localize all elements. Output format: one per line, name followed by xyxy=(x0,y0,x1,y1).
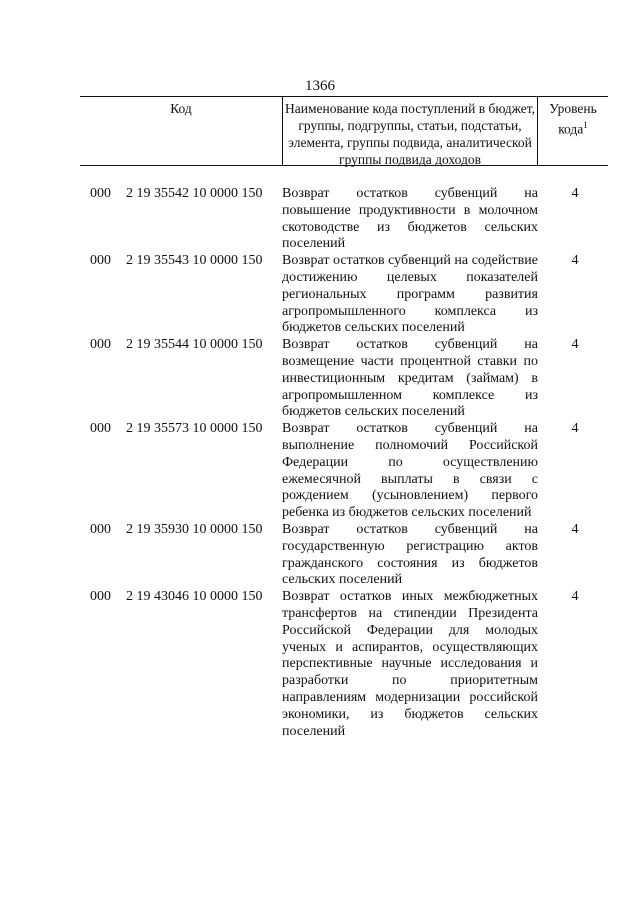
header-name: Наименование кода поступлений в бюджет, группы, подгруппы, статьи, подстатьи, элемента, группы подвида, аналитической группы подвида доходов xyxy=(282,97,538,165)
header-level-label: Уровень кода xyxy=(549,101,597,137)
header-code: Код xyxy=(170,101,192,116)
level-cell: 4 xyxy=(571,521,579,537)
table-header xyxy=(80,96,608,166)
code-cell xyxy=(90,421,280,438)
income-code: 2 19 43046 10 0000 150 xyxy=(126,589,263,605)
level-cell: 4 xyxy=(571,186,579,201)
income-code: 2 19 35542 10 0000 150 xyxy=(126,186,263,201)
header-level-footnote: 1 xyxy=(583,120,588,130)
code-cell xyxy=(90,522,280,539)
table-row xyxy=(80,589,608,740)
admin-code: 000 xyxy=(90,337,111,353)
name-cell: Возврат остатков иных межбюджетных трансфертов на стипендии Президента Российской Федерации для молодых ученых и аспирантов, осуществляющих перспективные научные исследования и разработки по приоритетным направлениям модернизации российской экономики, из бюджетов сельских поселений xyxy=(282,589,538,739)
code-cell xyxy=(90,253,280,270)
name-cell: Возврат остатков субвенций на государственную регистрацию актов гражданского состояния из бюджетов сельских поселений xyxy=(282,521,538,588)
table-row xyxy=(80,522,608,589)
level-cell: 4 xyxy=(571,421,579,437)
name-cell: Возврат остатков субвенций на выполнение полномочий Российской Федерации по осуществлению ежемесячной выплаты в связи с рождением (усыновлением) первого ребенка из бюджетов сельских поселений xyxy=(282,421,538,521)
admin-code: 000 xyxy=(90,253,111,269)
name-cell: Возврат остатков субвенций на содействие достижению целевых показателей региональных программ развития агропромышленного комплекса из бюджетов сельских поселений xyxy=(282,253,538,336)
code-cell xyxy=(90,186,280,203)
level-cell: 4 xyxy=(571,589,579,605)
admin-code: 000 xyxy=(90,589,111,605)
admin-code: 000 xyxy=(90,186,111,201)
admin-code: 000 xyxy=(90,421,111,437)
level-cell: 4 xyxy=(571,337,579,353)
name-cell: Возврат остатков субвенций на возмещение части процентной ставки по инвестиционным кредитам (займам) в агропромышленном комплексе из бюджетов сельских поселений xyxy=(282,337,538,420)
header-level xyxy=(538,97,608,165)
page-number: 1366 xyxy=(305,78,335,94)
code-cell xyxy=(90,337,280,354)
table-body xyxy=(80,186,608,740)
income-code: 2 19 35573 10 0000 150 xyxy=(126,421,263,437)
table-row xyxy=(80,337,608,421)
code-cell xyxy=(90,589,280,606)
income-code: 2 19 35543 10 0000 150 xyxy=(126,253,263,269)
name-cell: Возврат остатков субвенций на повышение продуктивности в молочном скотоводстве из бюджетов сельских поселений xyxy=(282,186,538,252)
level-cell: 4 xyxy=(571,253,579,269)
table-row xyxy=(80,421,608,522)
income-code: 2 19 35544 10 0000 150 xyxy=(126,337,263,353)
income-code: 2 19 35930 10 0000 150 xyxy=(126,521,263,537)
table-row xyxy=(80,186,608,253)
table-row xyxy=(80,253,608,337)
admin-code: 000 xyxy=(90,521,111,537)
